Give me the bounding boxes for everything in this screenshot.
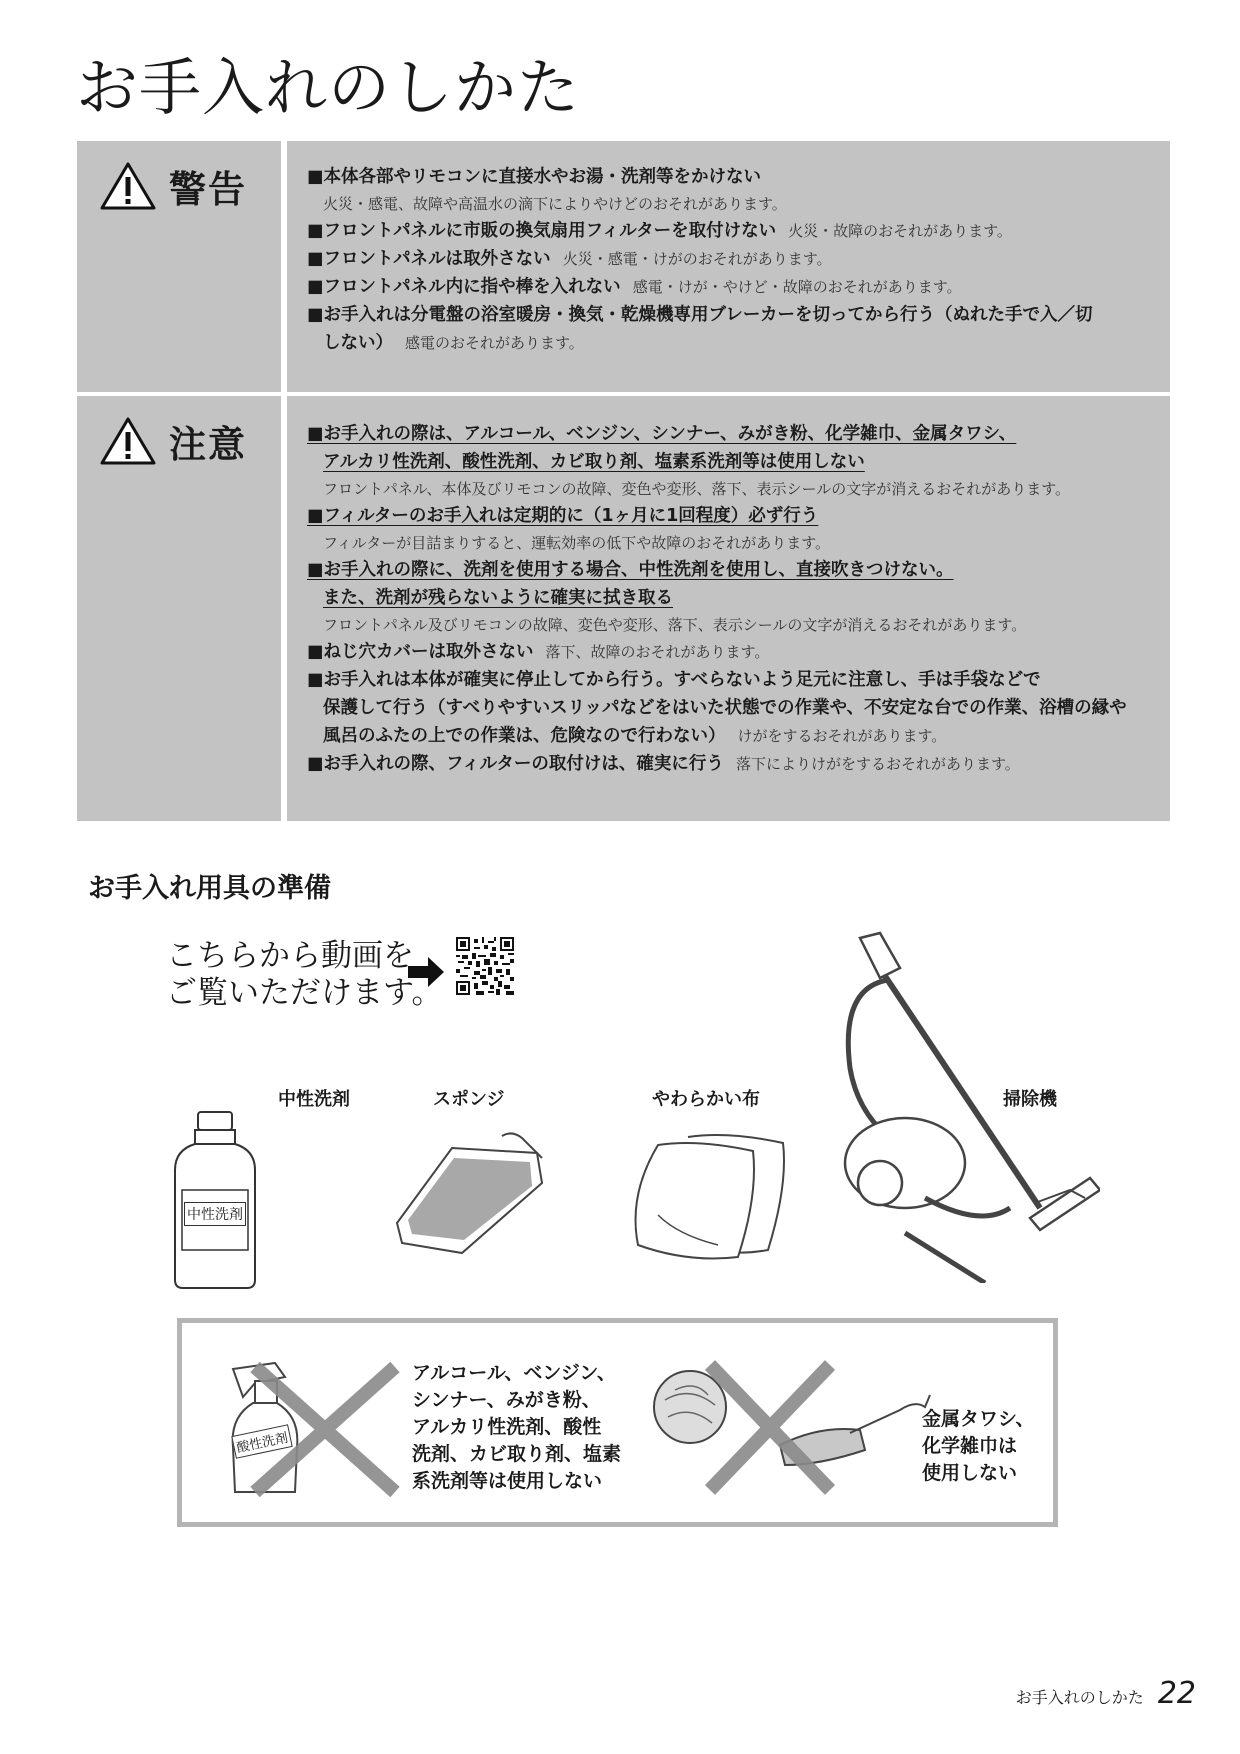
tool-label-neutral-detergent: 中性洗剤 — [278, 1089, 350, 1110]
caution-item-text-cont: 保護して行う（すべりやすいスリッパなどをはいた状態での作業や、不安定な台での作業、浴槽の縁や — [323, 698, 1127, 718]
caution-label: 注意 — [169, 423, 247, 466]
bottle-icon — [170, 1110, 260, 1290]
warning-item — [307, 273, 1158, 301]
caution-header — [99, 414, 247, 468]
video-prompt — [166, 938, 443, 1012]
prohibited-text-line: 金属タワシ、 — [922, 1408, 1035, 1430]
prohibited-text-line: 系洗剤等は使用しない — [412, 1470, 603, 1492]
warning-item — [307, 217, 1158, 245]
sponge-icon — [392, 1128, 552, 1258]
page-title: お手入れのしかた — [76, 51, 581, 124]
caution-item-text: ■お手入れは本体が確実に停止してから行う。すべらないよう足元に注意し、手は手袋などで — [307, 670, 1041, 690]
warning-label: 警告 — [169, 168, 247, 211]
warning-item-note: 感電のおそれがあります。 — [405, 334, 584, 352]
warning-item-note: 火災・感電・けがのおそれがあります。 — [562, 250, 832, 268]
caution-item-text: ■お手入れの際、フィルターの取付けは、確実に行う — [307, 754, 724, 774]
prohibited-chemicals-text — [412, 1360, 621, 1495]
warning-item — [307, 245, 1158, 273]
warning-item-text: ■フロントパネル内に指や棒を入れない — [307, 277, 621, 297]
warning-item-text: ■本体各部やリモコンに直接水やお湯・洗剤等をかけない — [307, 167, 762, 187]
prohibited-cross-icon — [710, 1365, 830, 1490]
caution-item-text-cont: アルカリ性洗剤、酸性洗剤、カビ取り剤、塩素系洗剤等は使用しない — [323, 452, 865, 472]
caution-item-note: 落下、故障のおそれがあります。 — [545, 643, 770, 661]
tool-label-soft-cloth: やわらかい布 — [652, 1089, 760, 1110]
box-divider — [281, 396, 287, 821]
video-prompt-line: ご覧いただけます。 — [166, 975, 443, 1011]
soft-cloth-icon — [618, 1125, 798, 1265]
caution-item — [307, 750, 1158, 778]
caution-item-text-cont: また、洗剤が残らないように確実に拭き取る — [323, 588, 673, 608]
warning-item — [307, 301, 1158, 357]
caution-item-note: けがをするおそれがあります。 — [737, 727, 947, 745]
warning-item-text: ■フロントパネルは取外さない — [307, 249, 551, 269]
caution-item-text-cont2: 風呂のふたの上での作業は、危険なので行わない） — [323, 726, 726, 746]
warning-header — [99, 159, 247, 213]
spray-label: 酸性洗剤 — [231, 1424, 293, 1459]
caution-item — [307, 420, 1158, 502]
prohibited-text-line: 洗剤、カビ取り剤、塩素 — [412, 1443, 622, 1465]
vacuum-cleaner-icon — [830, 928, 1100, 1283]
prohibited-text-line: 化学雑巾は — [922, 1435, 1018, 1457]
caution-item-note: フロントパネル、本体及びリモコンの故障、変色や変形、落下、表示シールの文字が消えるおそれがあります。 — [323, 480, 1071, 498]
bottle-label: 中性洗剤 — [184, 1202, 246, 1226]
section-title: お手入れ用具の準備 — [88, 873, 331, 904]
caution-item — [307, 502, 1158, 556]
caution-item-text: ■お手入れの際に、洗剤を使用する場合、中性洗剤を使用し、直接吹きつけない。 — [307, 560, 954, 580]
caution-item-text-cont — [307, 722, 1158, 750]
caution-item-text: ■フィルターのお手入れは定期的に（1ヶ月に1回程度）必ず行う — [307, 506, 819, 526]
caution-item-text: ■ねじ穴カバーは取外さない — [307, 642, 534, 662]
caution-item — [307, 638, 1158, 666]
prohibited-scrubber-text — [922, 1406, 1034, 1487]
page-number: 22 — [1157, 1676, 1196, 1711]
prohibited-text-line: 使用しない — [922, 1462, 1018, 1484]
qr-code-link[interactable] — [456, 937, 514, 995]
neutral-detergent-bottle — [170, 1110, 260, 1294]
warning-item-cont-text: しない） — [323, 333, 393, 353]
warning-item-text: ■フロントパネルに市販の換気扇用フィルターを取付けない — [307, 221, 777, 241]
warning-box — [77, 141, 1170, 392]
right-arrow-icon — [406, 955, 446, 989]
tool-label-sponge: スポンジ — [433, 1089, 505, 1110]
caution-item-note: フィルターが目詰まりすると、運転効率の低下や故障のおそれがあります。 — [323, 534, 831, 552]
warning-item-cont — [307, 329, 1158, 357]
caution-item-note: フロントパネル及びリモコンの故障、変色や変形、落下、表示シールの文字が消えるおそれがあります。 — [323, 616, 1027, 634]
prohibited-text-line: アルコール、ベンジン、 — [412, 1362, 616, 1384]
caution-box — [77, 396, 1170, 821]
prohibited-text-line: アルカリ性洗剤、酸性 — [412, 1416, 602, 1438]
page-footer — [1016, 1676, 1196, 1711]
warning-item-note: 火災・感電、故障や高温水の滴下によりやけどのおそれがあります。 — [323, 195, 787, 213]
warning-item-note: 感電・けが・やけど・故障のおそれがあります。 — [632, 278, 962, 296]
warning-triangle-icon — [99, 161, 157, 211]
scrubber-and-duster-icon — [650, 1355, 940, 1495]
warning-item-text: ■お手入れは分電盤の浴室暖房・換気・乾燥機専用ブレーカーを切ってから行う（ぬれた手で入／切 — [307, 305, 1093, 325]
tool-label-vacuum: 掃除機 — [1003, 1089, 1057, 1110]
box-divider — [281, 141, 287, 392]
caution-item — [307, 666, 1158, 750]
caution-list — [307, 420, 1158, 778]
video-prompt-line: こちらから動画を — [166, 938, 414, 974]
warning-item-note: 火災・故障のおそれがあります。 — [788, 222, 1012, 240]
caution-item — [307, 556, 1158, 638]
warning-item — [307, 163, 1158, 217]
acid-detergent-spray-icon — [225, 1357, 415, 1497]
footer-title: お手入れのしかた — [1015, 1688, 1144, 1707]
warning-list — [307, 163, 1158, 357]
prohibited-text-line: シンナー、みがき粉、 — [412, 1389, 601, 1411]
caution-triangle-icon — [99, 416, 157, 466]
caution-item-note: 落下によりけがをするおそれがあります。 — [735, 755, 1020, 773]
caution-item-text: ■お手入れの際は、アルコール、ベンジン、シンナー、みがき粉、化学雑巾、金属タワシ、 — [307, 424, 1017, 444]
